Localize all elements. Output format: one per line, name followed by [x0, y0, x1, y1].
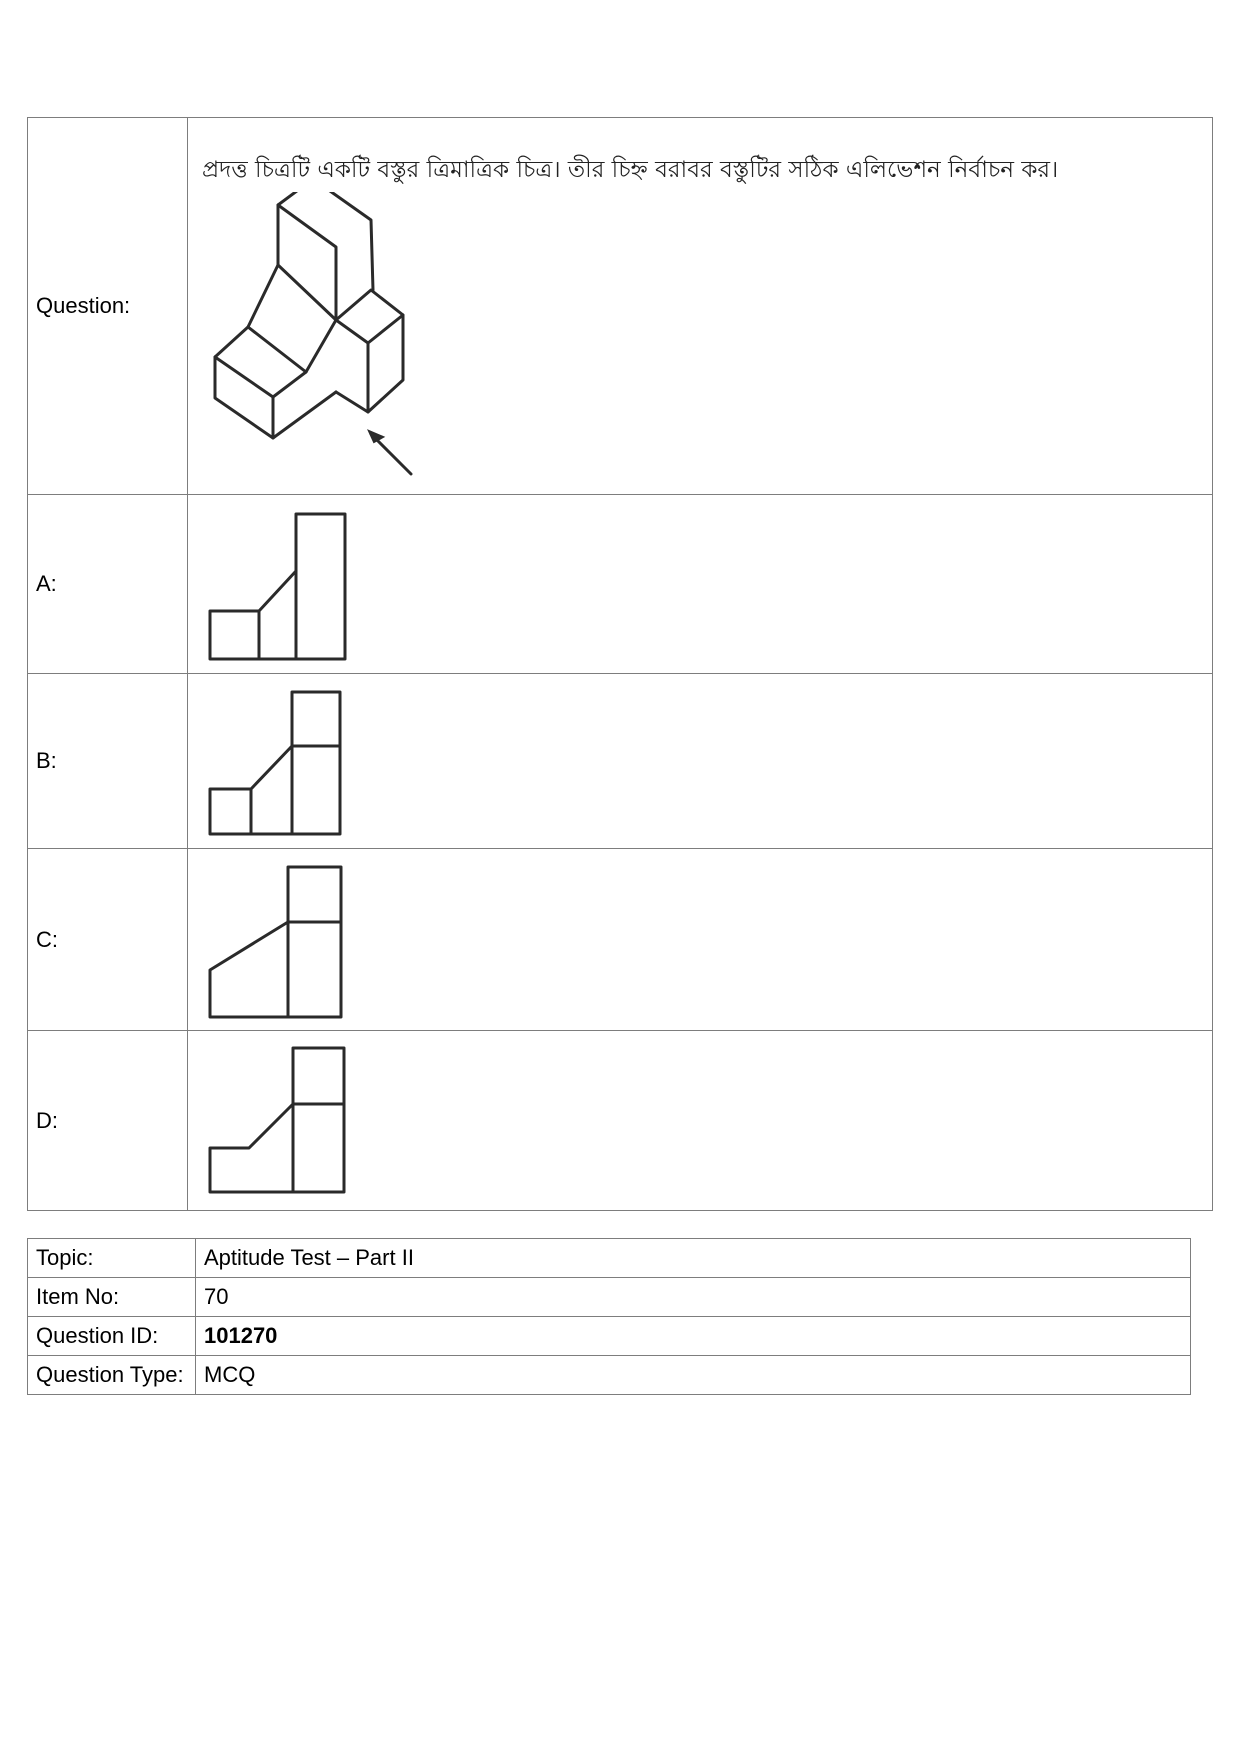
option-c-cell[interactable] [188, 849, 1213, 1031]
option-row-a[interactable] [28, 495, 1213, 674]
question-id-label: Question ID: [28, 1317, 196, 1356]
question-type-label: Question Type: [28, 1356, 196, 1395]
option-a-ramp [259, 571, 296, 611]
option-d-figure [198, 1041, 358, 1201]
option-c-slope [210, 922, 288, 1017]
item-no-value: 70 [196, 1278, 1191, 1317]
iso-right-box-edge [336, 320, 368, 412]
option-b-figure [198, 684, 358, 839]
meta-row-item [28, 1278, 1191, 1317]
meta-row-qid [28, 1317, 1191, 1356]
question-id-value: 101270 [196, 1317, 1191, 1356]
option-b-low-block [210, 789, 251, 834]
iso-ramp-edges [248, 265, 336, 372]
option-d-label: D: [28, 1031, 188, 1211]
option-a-figure [198, 507, 358, 662]
option-a-tall-block [296, 514, 345, 659]
option-a-cell[interactable] [188, 495, 1213, 674]
meta-row-qtype [28, 1356, 1191, 1395]
option-c-tall-block [288, 867, 341, 1017]
option-row-b[interactable] [28, 674, 1213, 849]
option-row-c[interactable] [28, 849, 1213, 1031]
option-c-label: C: [28, 849, 188, 1031]
question-type-value: MCQ [196, 1356, 1191, 1395]
option-a-low-block [210, 611, 259, 659]
iso-ramp-edge [273, 372, 306, 397]
meta-row-topic [28, 1239, 1191, 1278]
option-b-ramp [251, 746, 292, 789]
question-text: প্রদত্ত চিত্রটি একটি বস্তুর ত্রিমাত্রিক চিত্র। তীর চিহ্ন বরাবর বস্তুটির সঠিক এলিভেশন নির্বাচন কর। [202, 156, 1059, 183]
question-row [28, 118, 1213, 495]
iso-top-box-edge [278, 205, 336, 320]
question-cell [188, 118, 1213, 495]
option-row-d[interactable] [28, 1031, 1213, 1211]
option-b-label: B: [28, 674, 188, 849]
question-label: Question: [28, 118, 188, 495]
topic-label: Topic: [28, 1239, 196, 1278]
option-c-figure [198, 860, 358, 1020]
option-b-cell[interactable] [188, 674, 1213, 849]
metadata-table [27, 1238, 1191, 1395]
option-d-tall-block [293, 1048, 344, 1192]
item-no-label: Item No: [28, 1278, 196, 1317]
question-table [27, 117, 1213, 1211]
option-b-tall-block [292, 692, 340, 834]
option-d-step [210, 1104, 293, 1192]
topic-value: Aptitude Test – Part II [196, 1239, 1191, 1278]
option-d-cell[interactable] [188, 1031, 1213, 1211]
iso-view-arrow-head [369, 431, 383, 442]
iso-right-box-top-edge [368, 315, 403, 343]
iso-left-step-edge [215, 357, 273, 438]
isometric-figure [198, 192, 418, 482]
option-a-label: A: [28, 495, 188, 674]
